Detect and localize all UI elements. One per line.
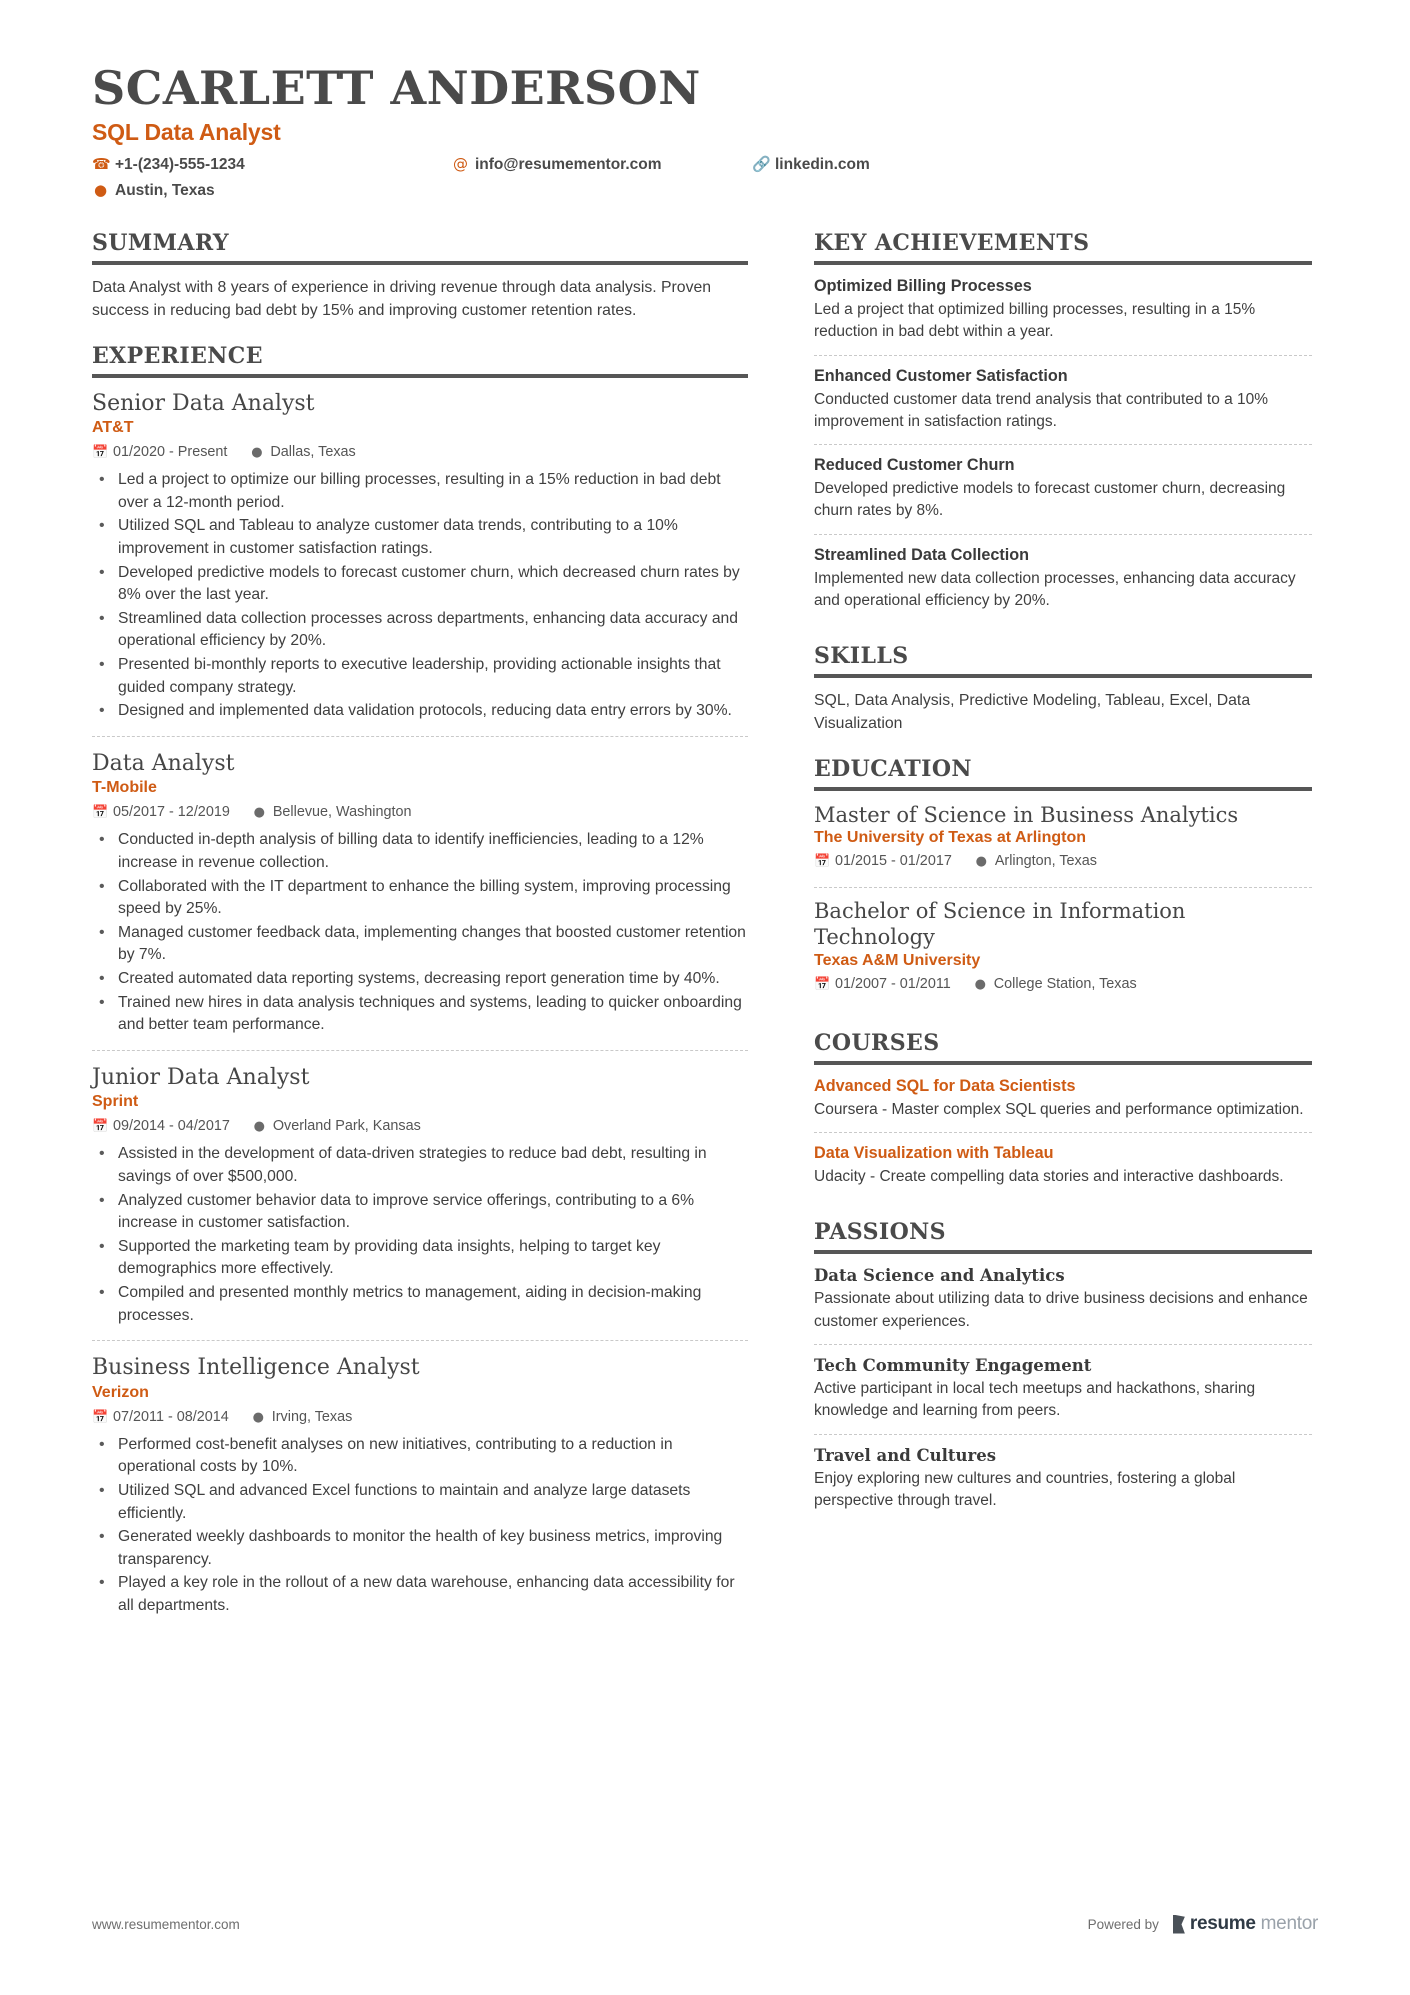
education-location (973, 974, 1137, 995)
job-location-text: Bellevue, Washington (272, 804, 412, 821)
achievement-title: Enhanced Customer Satisfaction (814, 366, 1068, 385)
list-item: • Developed predictive models to forecast customer churn, which decreased churn rates by 8% over the last year. (92, 562, 748, 607)
education-school: The University of Texas at Arlington (814, 829, 1087, 847)
section-education (814, 756, 1312, 1010)
education-degree: Bachelor of Science in Information Technology (814, 899, 1186, 950)
job-bullets (92, 469, 748, 723)
job-dates (92, 442, 227, 463)
course-item (814, 1132, 1312, 1199)
section-title-education: EDUCATION (814, 756, 1312, 791)
map-pin-icon: ● (251, 445, 263, 461)
education-location-text: College Station, Texas (993, 975, 1137, 992)
job-dates-text: 01/2020 - Present (113, 444, 228, 461)
experience-entry (92, 1340, 748, 1630)
list-item: • Conducted in-depth analysis of billing data to identify inefficiencies, leading to a 12% increase in revenue collection. (92, 829, 748, 874)
footer-branding (1088, 1913, 1318, 1935)
job-role: Data Analyst (92, 750, 235, 776)
job-title-subtitle: SQL Data Analyst (92, 118, 281, 145)
job-location (252, 802, 412, 823)
contact-email[interactable] (452, 153, 752, 176)
job-meta (92, 802, 748, 823)
achievement-title: Streamlined Data Collection (814, 545, 1029, 564)
education-entry (814, 803, 1312, 888)
passion-text: Passionate about utilizing data to drive business decisions and enhance customer experiences. (814, 1290, 1308, 1330)
list-item: • Presented bi-monthly reports to executive leadership, providing actionable insights that guided company strategy. (92, 654, 748, 699)
resumementor-logo (1173, 1913, 1318, 1935)
section-title-summary: SUMMARY (92, 230, 748, 265)
map-pin-icon: ● (975, 854, 987, 870)
calendar-icon: 📅 (92, 445, 109, 461)
passion-item (814, 1434, 1312, 1524)
job-bullets (92, 829, 748, 1036)
calendar-icon: 📅 (92, 805, 109, 821)
education-meta (814, 851, 1312, 872)
section-title-key-achievements: KEY ACHIEVEMENTS (814, 230, 1312, 265)
passion-title: Tech Community Engagement (814, 1355, 1092, 1375)
powered-by-label: Powered by (1087, 1916, 1159, 1932)
list-item: • Collaborated with the IT department to enhance the billing system, improving processing speed by 25%. (92, 876, 748, 921)
skills-text: SQL, Data Analysis, Predictive Modeling, Tableau, Excel, Data Visualization (814, 692, 1251, 733)
calendar-icon: 📅 (814, 854, 831, 870)
achievement-title: Optimized Billing Processes (814, 276, 1032, 295)
section-title-skills: SKILLS (814, 643, 1312, 678)
experience-entry (92, 1050, 748, 1340)
job-dates (92, 1116, 230, 1137)
course-item (814, 1077, 1312, 1132)
list-item: • Utilized SQL and advanced Excel functions to maintain and analyze large datasets efficiently. (92, 1480, 748, 1525)
job-role: Business Intelligence Analyst (92, 1355, 420, 1381)
list-item: • Analyzed customer behavior data to improve service offerings, contributing to a 6% increase in customer satisfaction. (92, 1190, 748, 1235)
section-title-experience: EXPERIENCE (92, 343, 748, 378)
link-icon: 🔗 (752, 154, 771, 173)
achievement-item (814, 534, 1312, 624)
contact-email-text: info@resumementor.com (475, 155, 662, 173)
map-pin-icon: ● (253, 805, 265, 821)
achievement-item (814, 444, 1312, 534)
job-dates (92, 802, 230, 823)
map-pin-icon: ● (93, 180, 108, 199)
resume-columns (92, 230, 1318, 1651)
resumementor-mark-icon (1173, 1915, 1185, 1934)
achievement-item (814, 277, 1312, 355)
section-experience (92, 343, 748, 1631)
passion-text: Active participant in local tech meetups and hackathons, sharing knowledge and learning from peers. (814, 1379, 1256, 1420)
education-meta (814, 974, 1312, 995)
section-courses (814, 1030, 1312, 1200)
job-meta (92, 1116, 748, 1137)
education-school: Texas A&M University (814, 951, 981, 969)
section-passions (814, 1219, 1312, 1523)
experience-entry (92, 390, 748, 736)
job-bullets (92, 1143, 748, 1327)
list-item: • Trained new hires in data analysis techniques and systems, leading to quicker onboarding and better team performance. (92, 992, 748, 1037)
list-item: • Designed and implemented data validation protocols, reducing data entry errors by 30%. (92, 700, 748, 723)
list-item: • Managed customer feedback data, implementing changes that boosted customer retention by 7%. (92, 922, 748, 967)
education-dates-text: 01/2015 - 01/2017 (835, 853, 952, 870)
education-dates (814, 851, 952, 872)
list-item: • Generated weekly dashboards to monitor the health of key business metrics, improving transparency. (92, 1526, 748, 1571)
resume-footer (92, 1913, 1318, 1935)
course-title: Data Visualization with Tableau (814, 1144, 1054, 1162)
achievement-text: Led a project that optimized billing processes, resulting in a 15% reduction in bad debt within a year. (814, 300, 1256, 341)
job-meta (92, 1407, 748, 1428)
at-sign-icon: @ (453, 154, 468, 173)
education-entry (814, 887, 1312, 1009)
job-bullets (92, 1434, 748, 1618)
job-dates-text: 05/2017 - 12/2019 (113, 804, 230, 821)
list-item: • Led a project to optimize our billing processes, resulting in a 15% reduction in bad debt over a 12-month period. (92, 469, 748, 514)
calendar-icon: 📅 (92, 1409, 109, 1425)
job-role: Senior Data Analyst (92, 390, 315, 416)
job-role: Junior Data Analyst (92, 1064, 310, 1090)
calendar-icon: 📅 (814, 976, 831, 992)
contact-link[interactable] (752, 153, 1012, 176)
job-dates-text: 09/2014 - 04/2017 (113, 1118, 230, 1135)
list-item: • Supported the marketing team by providing data insights, helping to target key demographics more effectively. (92, 1236, 748, 1281)
map-pin-icon: ● (253, 1119, 265, 1135)
achievement-title: Reduced Customer Churn (814, 456, 1015, 475)
course-text: Udacity - Create compelling data stories and interactive dashboards. (814, 1168, 1284, 1185)
achievement-text: Conducted customer data trend analysis that contributed to a 10% improvement in satisfaction ratings. (814, 390, 1269, 430)
job-location (252, 1116, 421, 1137)
job-meta (92, 442, 748, 463)
job-location (249, 442, 355, 463)
job-location-text: Dallas, Texas (270, 444, 356, 461)
contact-link-text: linkedin.com (775, 155, 870, 173)
map-pin-icon: ● (974, 976, 986, 992)
job-company: Sprint (92, 1093, 139, 1111)
job-company: T-Mobile (92, 779, 157, 797)
passion-title: Data Science and Analytics (814, 1266, 1065, 1286)
job-dates (92, 1407, 229, 1428)
achievement-text: Implemented new data collection processes, enhancing data accuracy and operational efficiency by 20%. (814, 569, 1296, 610)
contact-location (92, 179, 452, 202)
contact-block (92, 153, 1318, 202)
job-company: AT&T (92, 419, 134, 437)
contact-line-1 (92, 153, 1318, 176)
contact-phone[interactable] (92, 153, 452, 176)
section-title-passions: PASSIONS (814, 1219, 1312, 1254)
list-item: • Compiled and presented monthly metrics to management, aiding in decision-making processes. (92, 1282, 748, 1327)
education-dates-text: 01/2007 - 01/2011 (835, 975, 951, 992)
list-item: • Played a key role in the rollout of a new data warehouse, enhancing data accessibility for all departments. (92, 1572, 748, 1617)
section-summary (92, 230, 748, 323)
job-company: Verizon (92, 1383, 149, 1401)
education-location (974, 851, 1097, 872)
map-pin-icon: ● (252, 1409, 264, 1425)
left-column (92, 230, 792, 1651)
calendar-icon: 📅 (92, 1119, 109, 1135)
list-item: • Performed cost-benefit analyses on new initiatives, contributing to a reduction in operational costs by 10%. (92, 1434, 748, 1479)
passion-text: Enjoy exploring new cultures and countries, fostering a global perspective through travel. (814, 1469, 1236, 1509)
passion-title: Travel and Cultures (814, 1445, 997, 1465)
passion-item (814, 1344, 1312, 1434)
brand-name-first: resume (1189, 1913, 1256, 1934)
section-key-achievements (814, 230, 1312, 624)
resume-header (92, 62, 1318, 202)
contact-line-2 (92, 179, 1318, 202)
page-title: SCARLETT ANDERSON (92, 61, 701, 115)
achievement-item (814, 355, 1312, 445)
passion-item (814, 1266, 1312, 1344)
achievement-text: Developed predictive models to forecast customer churn, decreasing churn rates by 8%. (814, 480, 1286, 520)
contact-location-text: Austin, Texas (115, 181, 215, 199)
experience-entry (92, 736, 748, 1050)
list-item: • Streamlined data collection processes across departments, enhancing data accuracy and operational efficiency by 20%. (92, 608, 748, 653)
list-item: • Assisted in the development of data-driven strategies to reduce bad debt, resulting in savings of over $500,000. (92, 1143, 748, 1188)
contact-phone-text: +1-(234)-555-1234 (115, 155, 245, 173)
footer-url[interactable]: www.resumementor.com (92, 1916, 240, 1932)
job-location-text: Overland Park, Kansas (272, 1118, 421, 1135)
brand-name-second: mentor (1260, 1913, 1318, 1934)
course-text: Coursera - Master complex SQL queries and performance optimization. (814, 1100, 1304, 1118)
summary-text: Data Analyst with 8 years of experience in driving revenue through data analysis. Proven success in reducing bad debt by 15% and improving customer retention rates. (92, 278, 712, 319)
list-item: • Created automated data reporting systems, decreasing report generation time by 40%. (92, 968, 748, 991)
job-location-text: Irving, Texas (271, 1408, 353, 1425)
job-dates-text: 07/2011 - 08/2014 (113, 1408, 229, 1425)
phone-icon: ☎ (92, 154, 111, 173)
education-dates (814, 974, 951, 995)
job-location (251, 1407, 353, 1428)
education-degree: Master of Science in Business Analytics (814, 802, 1239, 827)
right-column (792, 230, 1312, 1543)
list-item: • Utilized SQL and Tableau to analyze customer data trends, contributing to a 10% improvement in customer satisfaction ratings. (92, 515, 748, 560)
course-title: Advanced SQL for Data Scientists (814, 1076, 1076, 1095)
section-title-courses: COURSES (814, 1030, 1312, 1065)
education-location-text: Arlington, Texas (994, 853, 1097, 870)
section-skills (814, 643, 1312, 735)
